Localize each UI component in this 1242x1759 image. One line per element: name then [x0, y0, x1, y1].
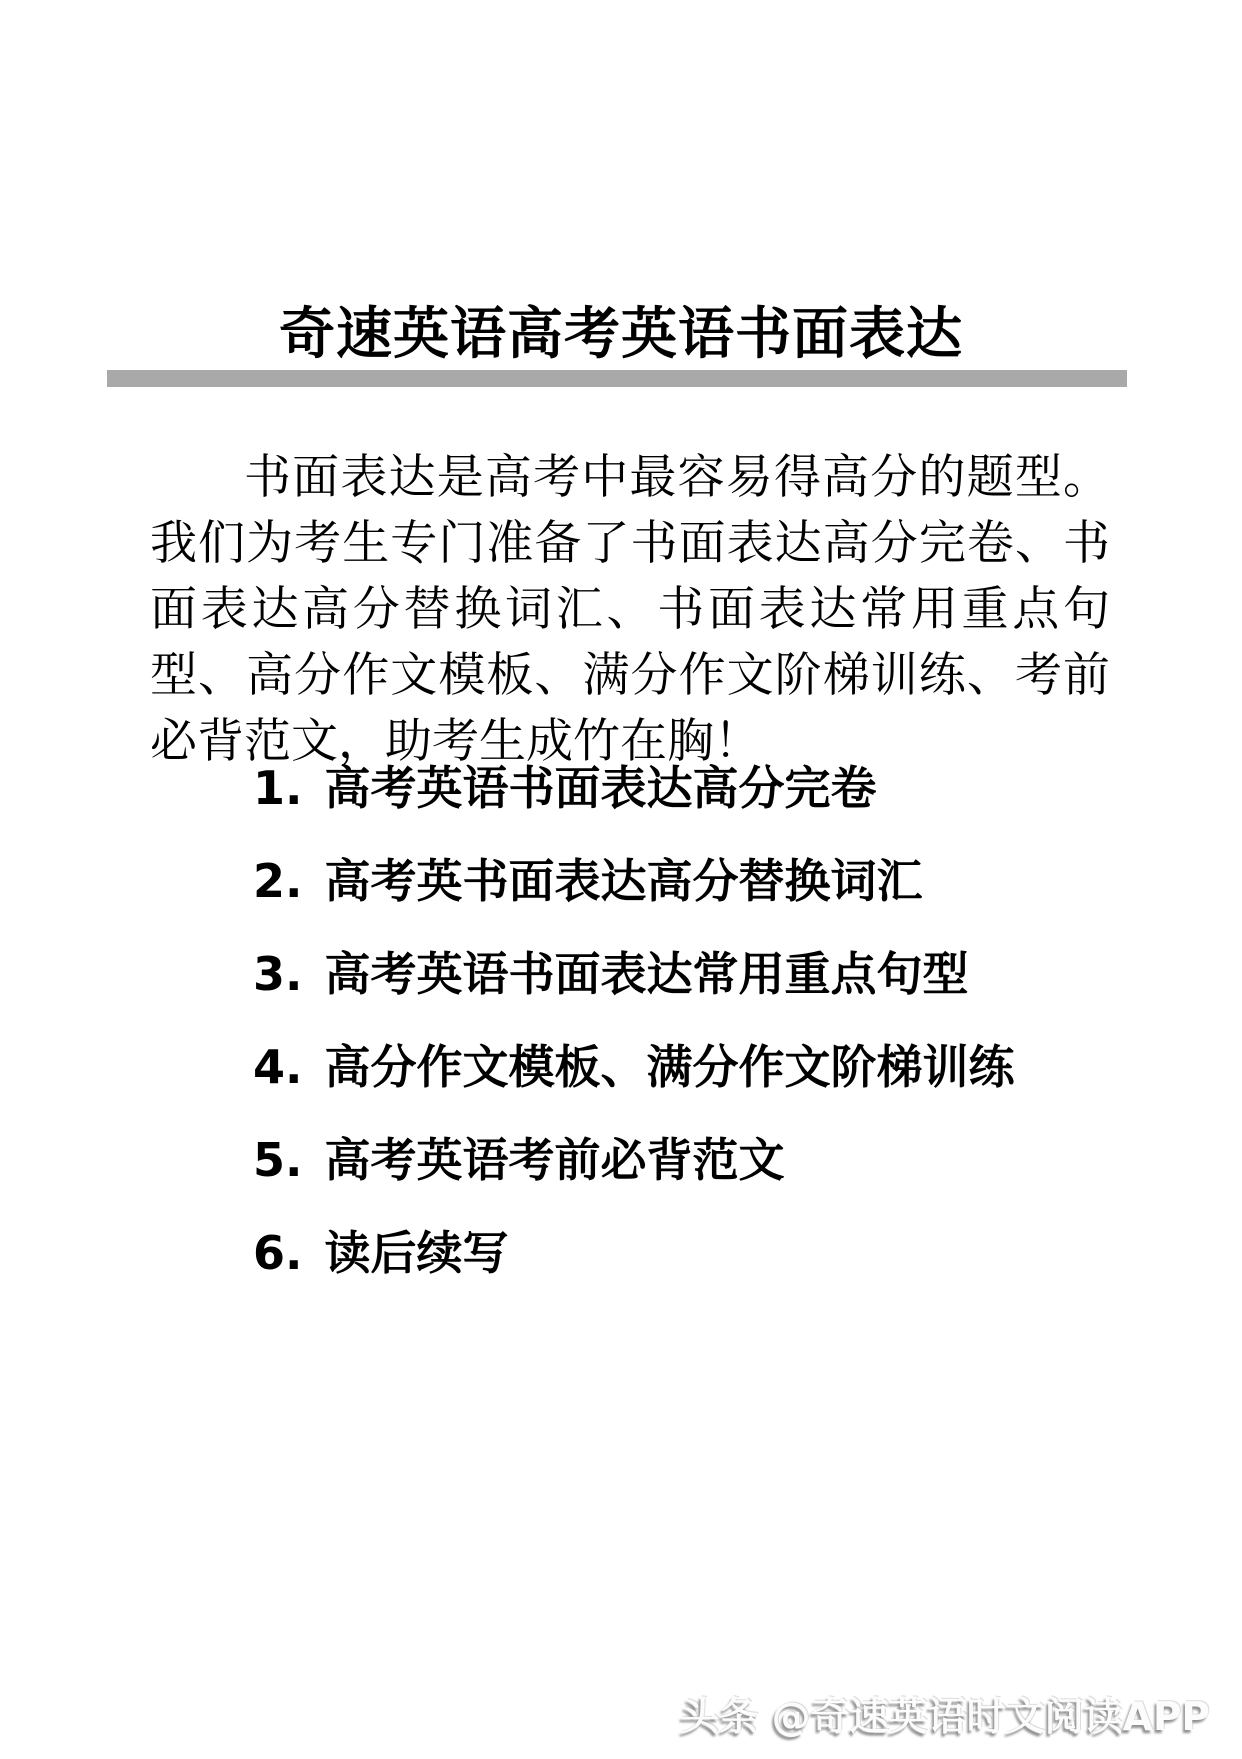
- list-item-label: 高考英语书面表达常用重点句型: [324, 947, 969, 1001]
- list-item-number: 2.: [253, 854, 303, 908]
- list-item-number: 4.: [253, 1040, 303, 1094]
- topic-list: [253, 761, 1015, 1280]
- list-item-number: 3.: [253, 947, 303, 1001]
- title-divider: [107, 370, 1127, 387]
- list-item: [253, 761, 1014, 815]
- intro-paragraph: 书面表达是高考中最容易得高分的题型。我们为考生专门准备了书面表达高分完卷、书面表达高分替换词汇、书面表达常用重点句型、高分作文模板、满分作文阶梯训练、考前必背范文，助考生成竹在胸！: [150, 450, 1110, 769]
- list-item-number: 5.: [253, 1133, 303, 1187]
- list-item-label: 高考英语考前必背范文: [324, 1133, 785, 1187]
- list-item-label: 高分作文模板、满分作文阶梯训练: [324, 1040, 1015, 1094]
- list-item-number: 1.: [253, 761, 303, 815]
- list-item-label: 读后续写: [324, 1226, 509, 1280]
- list-item: [253, 1226, 1014, 1280]
- list-item-label: 高考英书面表达高分替换词汇: [324, 854, 923, 908]
- page-title: 奇速英语高考英语书面表达: [279, 301, 963, 367]
- list-item: [253, 1040, 1015, 1094]
- list-item: [253, 947, 1014, 1001]
- list-item-number: 6.: [253, 1226, 303, 1280]
- watermark-toutiao: 头条 @奇速英语时文阅读APP: [680, 1695, 1210, 1740]
- list-item: [253, 854, 1014, 908]
- list-item: [253, 1133, 1014, 1187]
- list-item-label: 高考英语书面表达高分完卷: [324, 761, 877, 815]
